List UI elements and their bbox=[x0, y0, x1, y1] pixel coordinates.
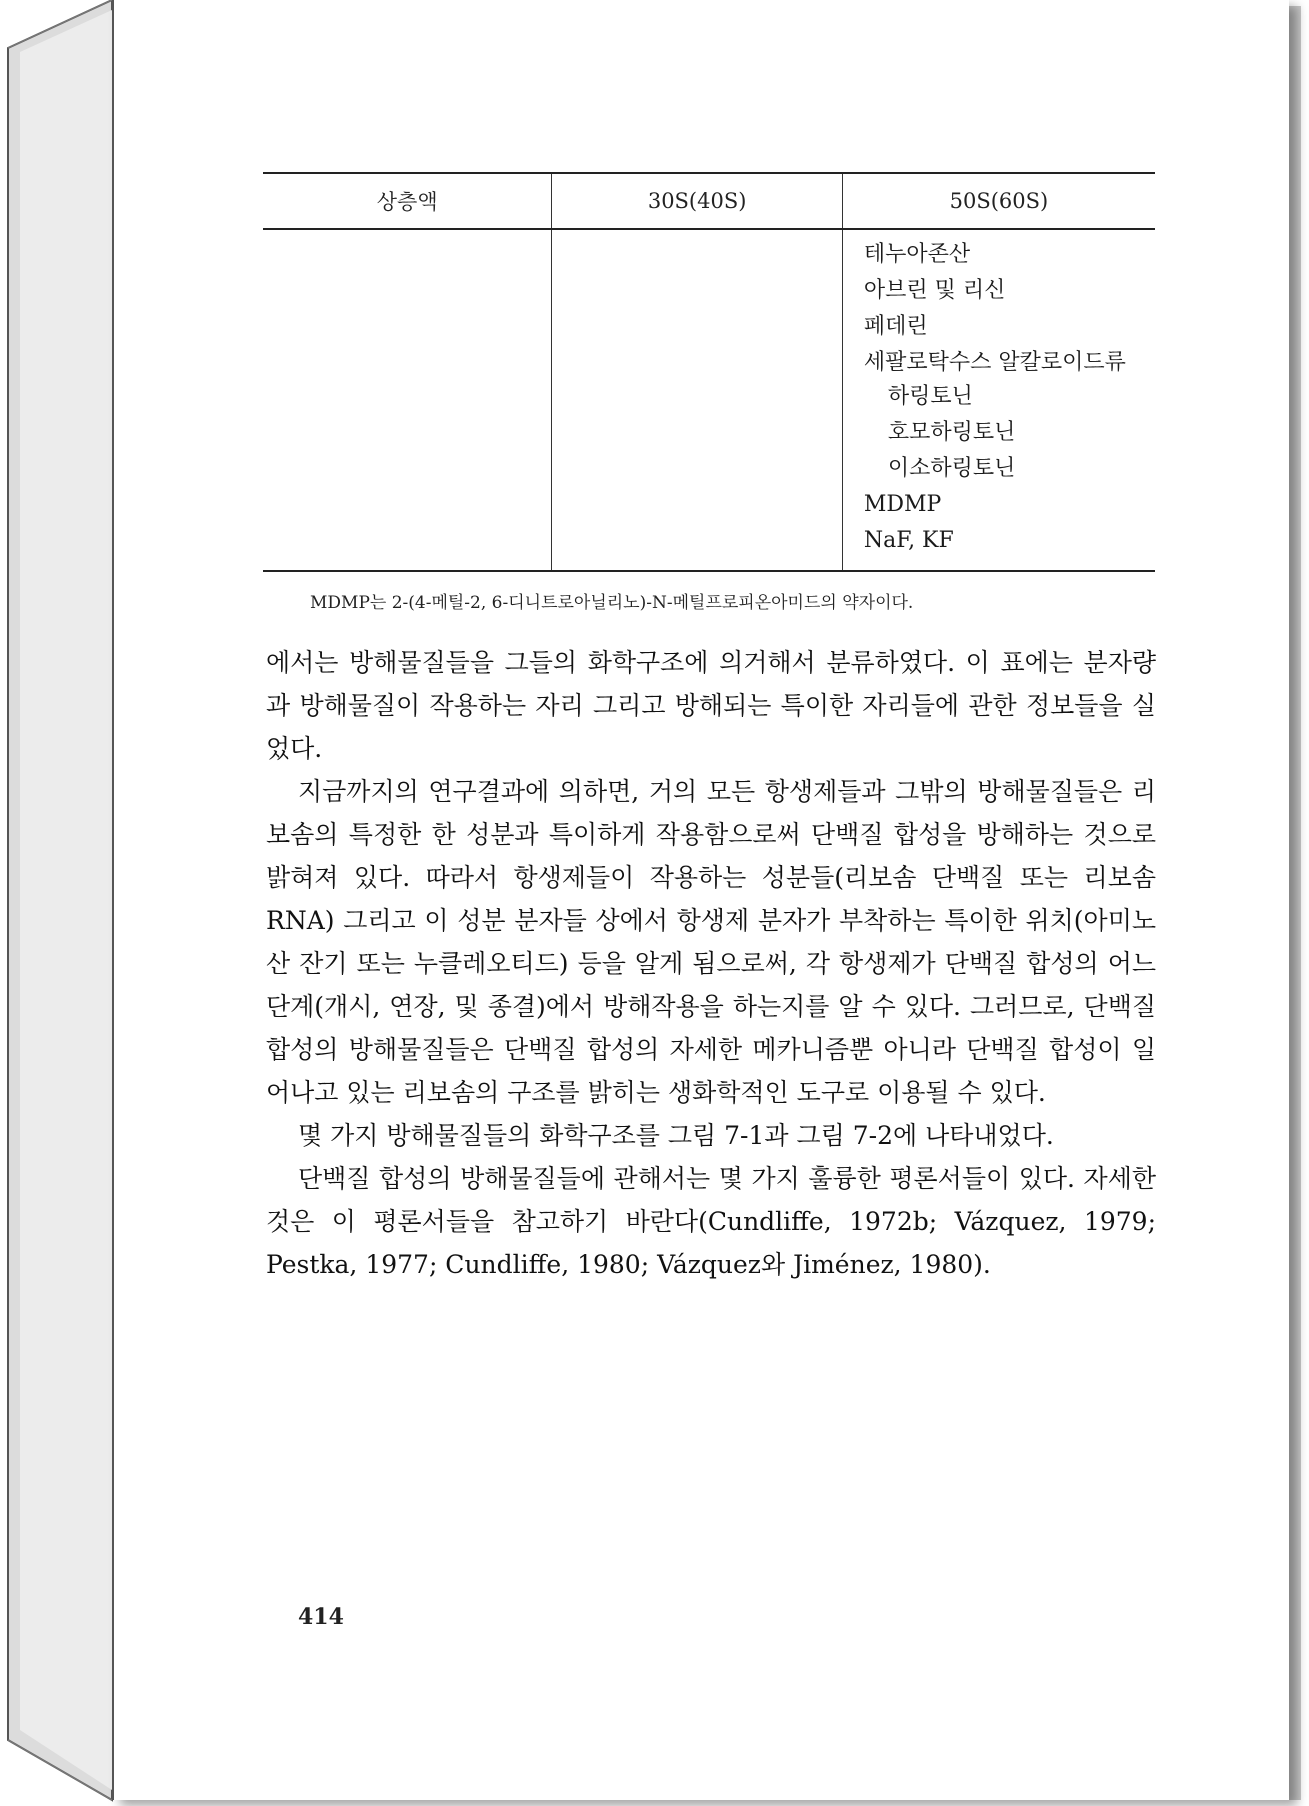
paragraph: 에서는 방해물질들을 그들의 화학구조에 의거해서 분류하였다. 이 표에는 분자량과 방해물질이 작용하는 자리 그리고 방해되는 특이한 자리들에 관한 정보들을 실었다. bbox=[266, 648, 1156, 763]
body-text bbox=[266, 641, 1156, 1286]
list-item: 테누아존산 bbox=[863, 242, 971, 267]
list-item: 아브린 및 리신 bbox=[863, 278, 1006, 303]
header-30s: 30S(40S) bbox=[552, 173, 842, 229]
page-number: 414 bbox=[298, 1604, 344, 1630]
list-item: 세팔로탁수스 알칼로이드류 bbox=[863, 350, 1126, 375]
page-content bbox=[150, 172, 1156, 1286]
table-header-row bbox=[263, 173, 1155, 229]
50s-cell bbox=[842, 229, 1155, 571]
paragraph: 지금까지의 연구결과에 의하면, 거의 모든 항생제들과 그밖의 방해물질들은 리보솜의 특정한 한 성분과 특이하게 작용함으로써 단백질 합성을 방해하는 것으로 밝혀져 있다. 따라서 항생제들이 작용하는 성분들(리보솜 단백질 또는 리보솜 RNA) 그리고 이 성분 분자들 상에서 항생제 분자가 부착하는 특이한 위치(아미노산 잔기 또는 누클레오티드) 등을 알게 됨으로써, 각 항생제가 단백질 합성의 어느 단계(개시, 연장, 및 종결)에서 방해작용을 하는지를 알 수 있다. 그러므로, 단백질 합성의 방해물질들은 단백질 합성의 자세한 메카니즘뿐 아니라 단백질 합성이 일어나고 있는 리보솜의 구조를 밝히는 생화학적인 도구로 이용될 수 있다. bbox=[266, 777, 1156, 1107]
list-item: 하링토닌 bbox=[887, 384, 973, 409]
paragraph: 몇 가지 방해물질들의 화학구조를 그림 7-1과 그림 7-2에 나타내었다. bbox=[298, 1121, 1054, 1150]
inhibitor-table bbox=[263, 172, 1155, 572]
table-footnote: MDMP는 2-(4-메틸-2, 6-디니트로아닐리노)-N-메틸프로피온아미드의 약자이다. bbox=[310, 593, 914, 613]
list-item: 페데린 bbox=[863, 314, 928, 339]
paragraph: 단백질 합성의 방해물질들에 관해서는 몇 가지 훌륭한 평론서들이 있다. 자세한 것은 이 평론서들을 참고하기 바란다(Cundliffe, 1972b; Vázquez, 1979; Pestka, 1977; Cundliffe, 1980; Vázquez와 Jiménez, 1980). bbox=[266, 1164, 1156, 1279]
header-50s: 50S(60S) bbox=[842, 173, 1155, 229]
list-item: 호모하링토닌 bbox=[887, 420, 1016, 445]
supernatant-cell bbox=[263, 229, 552, 571]
50s-inhibitor-list bbox=[844, 231, 1154, 569]
30s-cell bbox=[552, 229, 842, 571]
list-item: NaF, KF bbox=[863, 528, 954, 553]
list-item: MDMP bbox=[863, 492, 942, 517]
list-item: 이소하링토닌 bbox=[887, 456, 1016, 481]
header-supernatant: 상층액 bbox=[263, 173, 552, 229]
table-row bbox=[263, 229, 1155, 571]
